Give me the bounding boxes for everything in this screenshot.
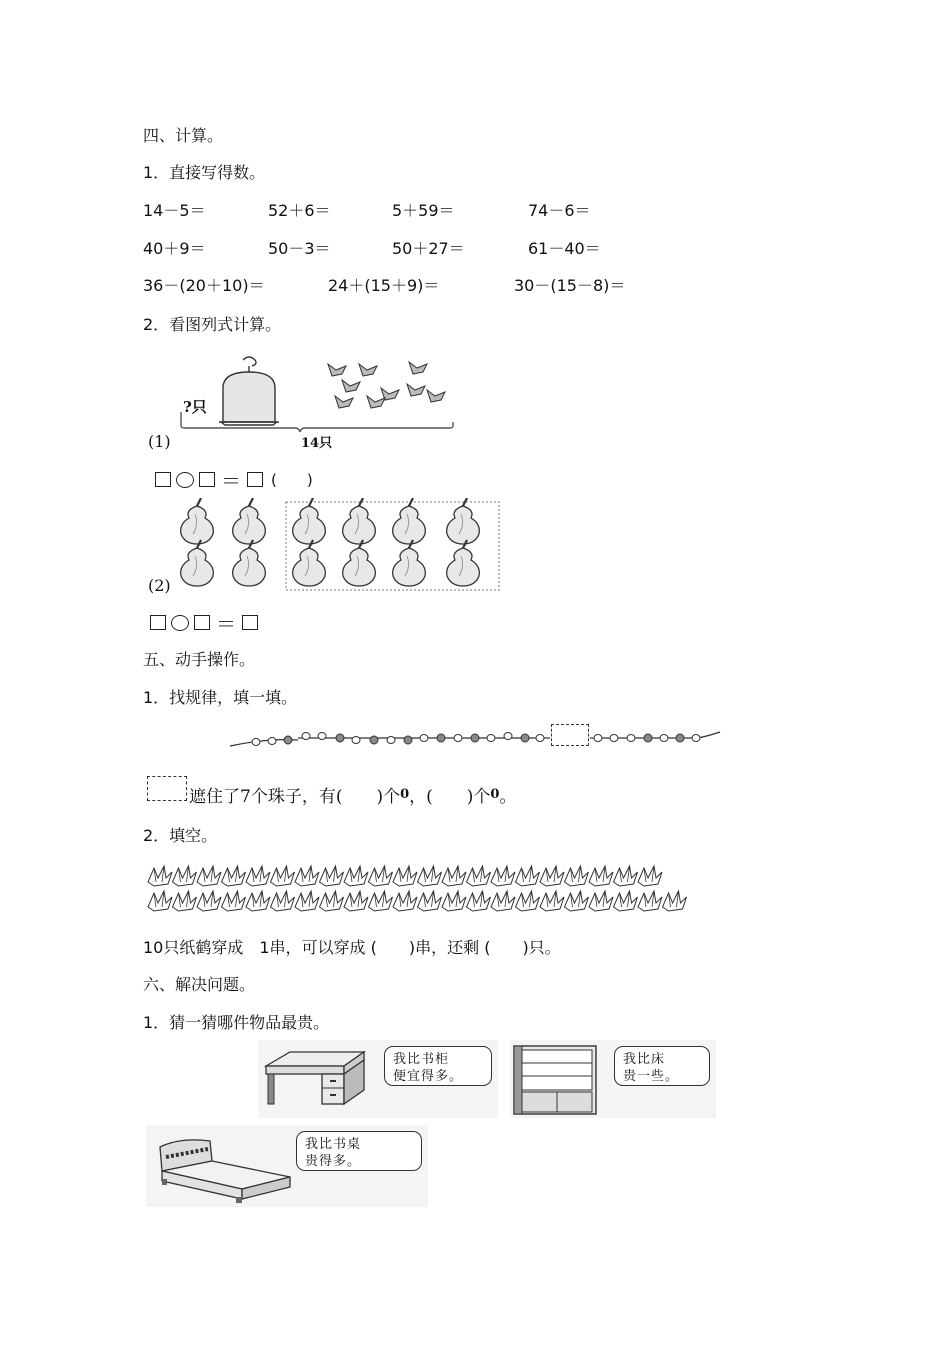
paper-crane-icon <box>467 866 491 886</box>
question-1-title: 1．找规律，填一填。 <box>143 688 298 707</box>
bed-panel <box>146 1125 428 1207</box>
unit-paren: ( ) <box>271 471 313 489</box>
question-2-title: 2．填空。 <box>143 826 218 845</box>
desk-speech-bubble <box>384 1046 492 1086</box>
paper-crane-icon <box>222 891 246 911</box>
paper-crane-icon <box>565 866 589 886</box>
bubble-line: 我比书桌 <box>305 1137 362 1152</box>
equals-sign: ＝ <box>221 469 241 493</box>
calc-item: 52＋6＝ <box>268 201 331 220</box>
bead-string <box>228 720 724 754</box>
calc-item: 50＋27＝ <box>392 239 465 258</box>
section-4-heading: 四、计算。 <box>143 126 224 145</box>
formula-2 <box>150 608 258 637</box>
bird-cage-icon <box>219 357 279 425</box>
total-count-label: 14只 <box>301 436 333 451</box>
calc-item: 30－(15－8)＝ <box>514 276 626 295</box>
paper-crane-icon <box>442 866 466 886</box>
covered-beads-box <box>551 724 589 746</box>
calc-item: 61－40＝ <box>528 239 601 258</box>
paper-crane-icon <box>467 891 491 911</box>
answer-box[interactable] <box>242 615 258 630</box>
section-5-heading: 五、动手操作。 <box>143 650 256 669</box>
paper-cranes-figure <box>146 862 698 914</box>
paper-crane-icon <box>540 866 564 886</box>
answer-box[interactable] <box>199 472 215 487</box>
bead-question-text: 遮住了7个珠子，有( )个 <box>189 787 401 807</box>
paper-crane-icon <box>271 891 295 911</box>
question-1-title: 1．直接写得数。 <box>143 163 266 182</box>
covered-beads-box <box>147 776 187 801</box>
operator-circle[interactable] <box>171 615 189 631</box>
paper-crane-icon <box>246 891 270 911</box>
cranes-question: 10只纸鹤穿成 1串，可以穿成 ( )串，还剩 ( )只。 <box>143 938 561 957</box>
paper-crane-icon <box>638 891 662 911</box>
picture-1-label: (1) <box>148 432 171 451</box>
calc-item: 40＋9＝ <box>143 239 206 258</box>
bubble-line: 贵一些。 <box>623 1069 680 1084</box>
paper-crane-icon <box>638 866 662 886</box>
grey-bead-icon: 0 <box>490 787 500 802</box>
bed-speech-bubble <box>296 1131 422 1171</box>
bird-icons <box>328 362 445 408</box>
paper-crane-icon <box>491 866 515 886</box>
bead-string-figure <box>228 720 724 754</box>
answer-box[interactable] <box>247 472 263 487</box>
paper-crane-icon <box>148 866 172 886</box>
bubble-line: 便宜得多。 <box>393 1069 464 1084</box>
paper-crane-icon <box>320 866 344 886</box>
paper-crane-icon <box>369 866 393 886</box>
calc-item: 5＋59＝ <box>392 201 455 220</box>
paper-crane-icon <box>271 866 295 886</box>
paper-crane-icon <box>197 891 221 911</box>
answer-box[interactable] <box>150 615 166 630</box>
unknown-count-label: ?只 <box>183 398 207 416</box>
picture-2-label: (2) <box>148 576 171 595</box>
calc-item: 24＋(15＋9)＝ <box>328 276 440 295</box>
desk-icon <box>260 1044 370 1114</box>
paper-crane-icon <box>344 891 368 911</box>
bookcase-icon <box>510 1040 606 1118</box>
calc-item: 14－5＝ <box>143 201 206 220</box>
bead-question-end: 。 <box>499 787 517 807</box>
bubble-line: 我比书柜 <box>393 1052 450 1067</box>
paper-crane-icon <box>614 891 638 911</box>
bubble-line: 我比床 <box>623 1052 666 1067</box>
bed-icon <box>150 1127 300 1209</box>
calc-item: 74－6＝ <box>528 201 591 220</box>
paper-crane-icon <box>614 866 638 886</box>
cabinet-speech-bubble <box>614 1046 710 1086</box>
paper-crane-icon <box>442 891 466 911</box>
cabinet-panel <box>510 1040 716 1118</box>
answer-box[interactable] <box>194 615 210 630</box>
calc-item: 50－3＝ <box>268 239 331 258</box>
paper-crane-icon <box>393 866 417 886</box>
question-1-title: 1．猜一猜哪件物品最贵。 <box>143 1013 330 1032</box>
paper-crane-icon <box>344 866 368 886</box>
paper-crane-icon <box>589 866 613 886</box>
paper-crane-icon <box>565 891 589 911</box>
paper-crane-icon <box>173 891 197 911</box>
calc-item: 36－(20＋10)＝ <box>143 276 265 295</box>
paper-crane-icon <box>491 891 515 911</box>
paper-crane-icon <box>246 866 270 886</box>
paper-crane-icon <box>540 891 564 911</box>
section-6-heading: 六、解决问题。 <box>143 975 256 994</box>
paper-crane-icon <box>222 866 246 886</box>
picture-1 <box>145 352 460 452</box>
paper-crane-icon <box>516 866 540 886</box>
operator-circle[interactable] <box>176 472 194 488</box>
paper-crane-icon <box>516 891 540 911</box>
paper-crane-icon <box>197 866 221 886</box>
paper-crane-icon <box>418 866 442 886</box>
answer-box[interactable] <box>155 472 171 487</box>
pears-figure <box>145 498 505 594</box>
paper-crane-icon <box>295 866 319 886</box>
bubble-line: 贵得多。 <box>305 1154 362 1169</box>
picture-2 <box>145 498 505 594</box>
paper-cranes <box>146 862 698 914</box>
bead-question-sep: ，( )个 <box>409 787 491 807</box>
desk-panel <box>258 1040 498 1118</box>
paper-crane-icon <box>173 866 197 886</box>
formula-1 <box>155 465 313 494</box>
bead-question <box>147 770 516 807</box>
equals-sign: ＝ <box>216 612 236 636</box>
paper-crane-icon <box>369 891 393 911</box>
paper-crane-icon <box>418 891 442 911</box>
paper-crane-icon <box>393 891 417 911</box>
paper-crane-icon <box>589 891 613 911</box>
paper-crane-icon <box>148 891 172 911</box>
paper-crane-icon <box>320 891 344 911</box>
question-2-title: 2．看图列式计算。 <box>143 315 282 334</box>
paper-crane-icon <box>295 891 319 911</box>
paper-crane-icon <box>663 891 687 911</box>
white-bead-icon: 0 <box>400 787 410 802</box>
